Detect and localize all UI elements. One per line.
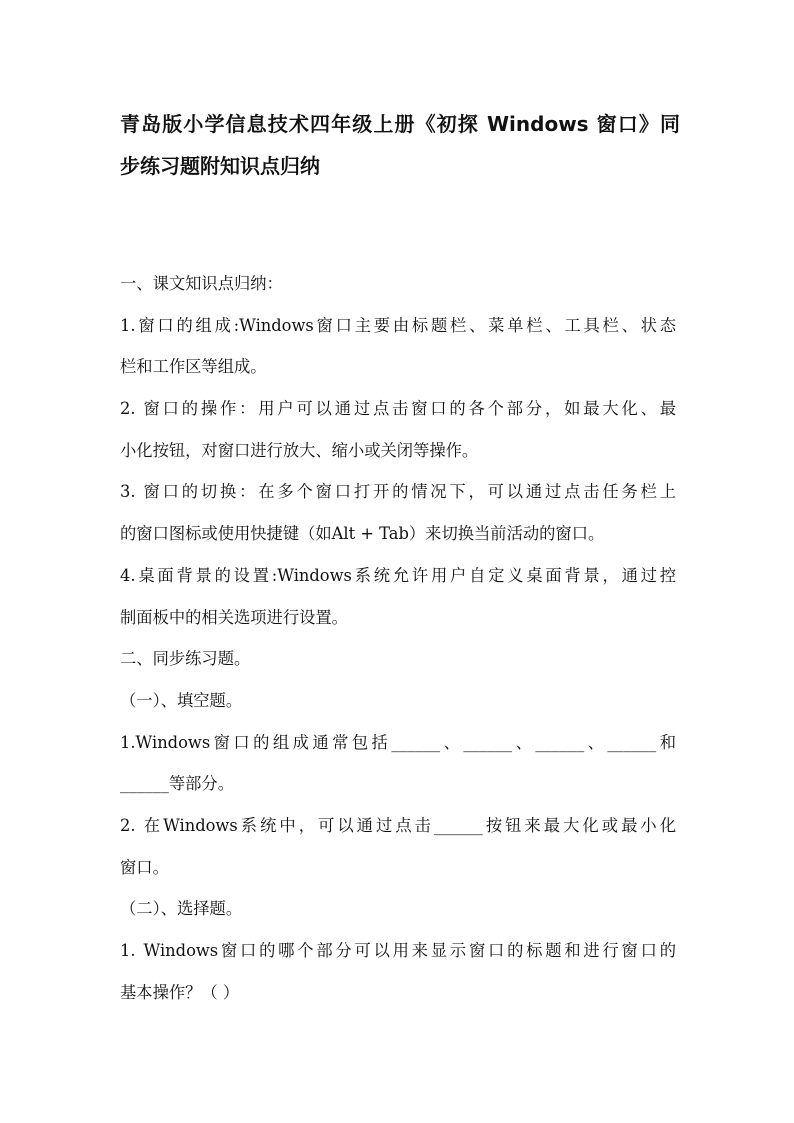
paragraph-line: 一、课文知识点归纳： bbox=[120, 274, 283, 293]
knowledge-point-1 bbox=[120, 305, 676, 388]
paragraph-line: （一）、填空题。 bbox=[120, 690, 243, 710]
paragraph-line: （二）、选择题。 bbox=[120, 899, 243, 919]
section-heading-knowledge bbox=[120, 263, 676, 305]
subsection-heading-choice bbox=[120, 888, 676, 930]
paragraph-line: 二、同步练习题。 bbox=[120, 649, 251, 669]
fill-blank-question-1 bbox=[120, 722, 676, 805]
paragraph-line: 基本操作？（ ） bbox=[120, 982, 240, 1002]
subsection-heading-fill-blank bbox=[120, 680, 676, 722]
paragraph-line: 的窗口图标或使用快捷键（如Alt + Tab）来切换当前活动的窗口。 bbox=[120, 524, 605, 544]
choice-question-1 bbox=[120, 930, 676, 1013]
title-line-1: 青岛版小学信息技术四年级上册《初探 Windows 窗口》同 bbox=[120, 112, 680, 136]
fill-blank-question-2 bbox=[120, 805, 676, 888]
document-title bbox=[120, 103, 680, 186]
paragraph-line: 2. 在Windows系统中，可以通过点击______按钮来最大化或最小化 bbox=[120, 815, 676, 835]
paragraph-line: 1. Windows窗口的哪个部分可以用来显示窗口的标题和进行窗口的 bbox=[120, 941, 676, 960]
document-body bbox=[120, 263, 676, 1013]
paragraph-line: 1.窗口的组成:Windows窗口主要由标题栏、菜单栏、工具栏、状态 bbox=[120, 315, 676, 335]
knowledge-point-2 bbox=[120, 388, 676, 471]
paragraph-line: 4.桌面背景的设置:Windows系统允许用户自定义桌面背景，通过控 bbox=[120, 565, 676, 585]
paragraph-line: 2. 窗口的操作：用户可以通过点击窗口的各个部分，如最大化、最 bbox=[120, 399, 676, 419]
paragraph-line: ______等部分。 bbox=[120, 774, 234, 794]
knowledge-point-4 bbox=[120, 555, 676, 638]
section-heading-exercises bbox=[120, 638, 676, 680]
paragraph-line: 栏和工作区等组成。 bbox=[120, 357, 267, 377]
paragraph-line: 1.Windows窗口的组成通常包括______、______、______、______和 bbox=[120, 732, 676, 752]
paragraph-line: 小化按钮，对窗口进行放大、缩小或关闭等操作。 bbox=[120, 440, 479, 460]
paragraph-line: 窗口。 bbox=[120, 857, 169, 877]
paragraph-line: 3. 窗口的切换：在多个窗口打开的情况下，可以通过点击任务栏上 bbox=[120, 482, 676, 502]
title-line-2: 步练习题附知识点归纳 bbox=[120, 153, 320, 178]
knowledge-point-3 bbox=[120, 471, 676, 554]
paragraph-line: 制面板中的相关选项进行设置。 bbox=[120, 607, 348, 627]
